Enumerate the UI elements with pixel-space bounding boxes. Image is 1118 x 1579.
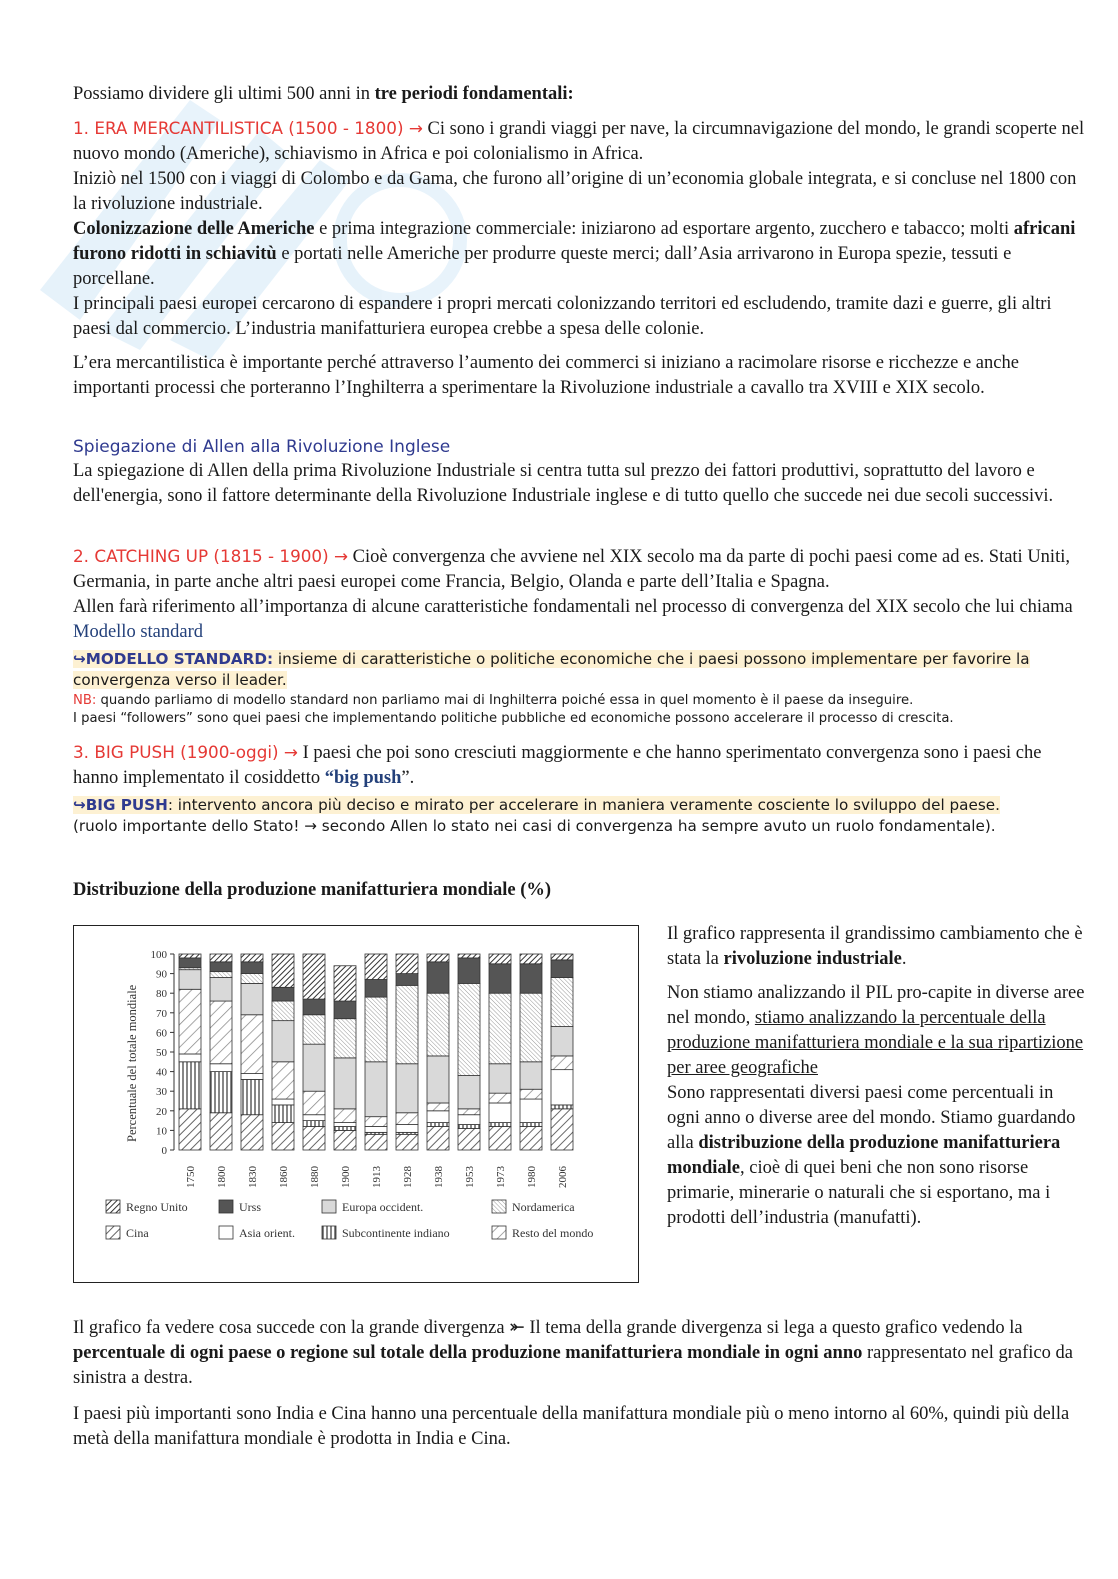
bar-segment — [334, 1019, 356, 1058]
bar-segment — [551, 1070, 573, 1105]
bar-segment — [520, 1123, 542, 1127]
bar-segment — [179, 1054, 201, 1062]
bar-segment — [458, 1125, 480, 1129]
bar-segment — [427, 962, 449, 993]
bar-segment — [489, 1103, 511, 1123]
bar-segment — [241, 1079, 263, 1114]
bar-segment — [303, 1115, 325, 1121]
y-tick-label: 100 — [150, 949, 167, 961]
legend-swatch — [219, 1226, 233, 1239]
bar-segment — [396, 1064, 418, 1113]
bar-segment — [303, 999, 325, 1015]
y-tick-label: 70 — [156, 1007, 167, 1020]
bar-segment — [365, 1134, 387, 1150]
x-tick-label: 1750 — [185, 1166, 197, 1188]
legend-label: Nordamerica — [512, 1200, 575, 1214]
bar-segment — [489, 1093, 511, 1103]
y-tick-label: 50 — [156, 1047, 167, 1059]
bar-segment — [272, 954, 294, 987]
x-tick-label: 1973 — [495, 1166, 507, 1188]
bar-segment — [365, 997, 387, 1062]
bar-segment — [210, 954, 232, 962]
bar-segment — [334, 1130, 356, 1150]
chart-legend — [106, 1200, 593, 1240]
bar-segment — [179, 958, 201, 968]
bar-segment — [365, 1126, 387, 1132]
bar-segment — [396, 1134, 418, 1150]
y-tick-label: 90 — [156, 968, 167, 981]
bar-segment — [489, 1064, 511, 1093]
legend-label: Resto del mondo — [512, 1226, 594, 1240]
bar-segment — [334, 1109, 356, 1123]
x-tick-label: 1800 — [216, 1166, 228, 1188]
bar-segment — [551, 1027, 573, 1056]
bar-segment — [241, 1074, 263, 1080]
x-tick-label: 1980 — [526, 1166, 538, 1188]
x-tick-label: 1860 — [278, 1166, 290, 1188]
bar-segment — [179, 1062, 201, 1109]
legend-label: Asia orient. — [239, 1226, 295, 1240]
section1-title: 1. ERA MERCANTILISTICA (1500 - 1800) → — [73, 118, 423, 138]
chart-frame — [73, 925, 639, 1283]
bar-segment — [365, 1117, 387, 1127]
x-tick-label: 1913 — [371, 1166, 383, 1188]
bar-segment — [551, 1056, 573, 1070]
bar-segment — [334, 1126, 356, 1130]
bar-segment — [551, 954, 573, 960]
bar-segment — [272, 987, 294, 1001]
bar-segment — [210, 962, 232, 972]
bar-segment — [210, 978, 232, 1002]
bar-segment — [272, 1099, 294, 1105]
bar-segment — [179, 970, 201, 990]
legend-label: Subcontinente indiano — [342, 1226, 450, 1240]
bar-segment — [489, 964, 511, 993]
bar-segment — [210, 1072, 232, 1113]
bar-segment — [458, 1115, 480, 1125]
bar-segment — [303, 1015, 325, 1044]
x-tick-label: 1953 — [464, 1166, 476, 1188]
bar-segment — [396, 1113, 418, 1125]
bar-segment — [303, 954, 325, 999]
legend-label: Cina — [126, 1226, 149, 1240]
bar-segment — [241, 1115, 263, 1150]
bar-segment — [210, 1113, 232, 1150]
legend-label: Urss — [239, 1200, 262, 1214]
bar-segment — [458, 958, 480, 983]
bar-segment — [365, 954, 387, 979]
x-tick-label: 1900 — [340, 1166, 352, 1188]
bar-segment — [489, 1126, 511, 1150]
legend-swatch — [219, 1200, 233, 1213]
bar-segment — [427, 1111, 449, 1123]
bar-segment — [489, 993, 511, 1064]
bar-segment — [520, 964, 542, 993]
bar-segment — [489, 954, 511, 964]
bar-segment — [334, 1001, 356, 1019]
bar-segment — [303, 1091, 325, 1115]
figure-title: Distribuzione della produzione manifatturiera mondiale (%) — [73, 880, 552, 900]
bar-segment — [303, 1126, 325, 1150]
bar-segment — [551, 960, 573, 978]
bar-segment — [241, 983, 263, 1014]
legend-swatch — [492, 1200, 506, 1213]
section-era-mercantilistica: 1. ERA MERCANTILISTICA (1500 - 1800) → Ci sono i grandi viaggi per nave, la circumnavigazione del mondo, le grandi scoperte nel nuovo mondo (Americhe), schiavismo in Africa e poi colonialismo in Africa. Iniziò nel 1500 con i viaggi di Colombo e da Gama, che furono all’origine di un’economia globale integrata, e si concluse nel 1800 con la rivoluzione industriale. Colonizzazione delle Americhe e prima integrazione commerciale: iniziarono ad esportare argento, zucchero e tabacco; molti africani furono ridotti in schiavitù e portati nelle Americhe per produrre queste merci; dall’Asia arrivarono in Europa spezie, tessuti e porcellane. I principali paesi europei cercarono di espandere i propri mercati colonizzando territori ed escludendo, tramite dazi e guerre, gli altri paesi dal commercio. L’industria manifatturiera europea crebbe a spesa delle colonie. L’era mercantilistica è importante perché attraverso l’aumento dei commerci si iniziano a racimolare risorse e ricchezze e anche importanti processi che porteranno l’Inghilterra a sperimentare la Rivoluzione industriale a cavallo tra XVIII e XIX secolo. — [73, 118, 1085, 398]
x-tick-label: 1830 — [247, 1166, 259, 1188]
y-tick-label: 40 — [156, 1066, 167, 1079]
bar-segment — [520, 1062, 542, 1089]
bar-segment — [272, 1062, 294, 1099]
bar-segment — [210, 972, 232, 978]
bar-segment — [458, 1128, 480, 1150]
bar-segment — [520, 993, 542, 1062]
bar-segment — [551, 1105, 573, 1109]
bar-segment — [334, 966, 356, 1001]
x-tick-label: 1880 — [309, 1166, 321, 1188]
bar-segment — [551, 1109, 573, 1150]
modello-standard-link[interactable]: Modello standard — [73, 622, 203, 642]
bar-segment — [489, 1123, 511, 1127]
section-big-push: 3. BIG PUSH (1900-oggi) → I paesi che poi sono cresciuti maggiormente e che hanno sperimentato convergenza sono i paesi che hanno implementato il cosiddetto “big push”. ↪BIG PUSH: intervento ancora più deciso e mirato per accelerare in maniera veramente cosciente lo sviluppo del paese. (ruolo importante dello Stato! → secondo Allen lo stato nei casi di convergenza ha sempre avuto un ruolo fondamentale). — [73, 742, 1042, 835]
chart-ylabel: Percentuale del totale mondiale — [125, 984, 139, 1142]
y-tick-label: 20 — [156, 1105, 167, 1118]
bar-segment — [365, 979, 387, 997]
bottom-text: Il grafico fa vedere cosa succede con la grande divergenza ⤜ Il tema della grande divergenza si lega a questo grafico vedendo la percentuale di ogni paese o regione sul totale della produzione manifatturiera mondiale in ogni anno rappresentato nel grafico da sinistra a destra. I paesi più importanti sono India e Cina hanno una percentuale della manifattura mondiale più o meno intorno al 60%, quindi più della metà della manifattura mondiale è prodotta in India e Cina. — [73, 1318, 1073, 1449]
bar-segment — [272, 1001, 294, 1021]
bar-segment — [365, 1062, 387, 1117]
bar-segment — [272, 1021, 294, 1062]
legend-swatch — [492, 1226, 506, 1239]
bar-segment — [272, 1105, 294, 1123]
bar-segment — [427, 1103, 449, 1111]
chart-description: Il grafico rappresenta il grandissimo cambiamento che è stata la rivoluzione industriale. Non stiamo analizzando il PIL pro-capite in diverse aree nel mondo, stiamo analizzando la percentuale della produzione manifatturiera mondiale e la sua ripartizione per aree geografiche Sono rappresentati diversi paesi come percentuali in ogni anno o diverse aree del mondo. Stiamo guardando alla distribuzione della produzione manifatturiera mondiale, cioè di quei beni che non sono risorse primarie, minerarie o naturali che si esportano, ma i prodotti dell’industria (manufatti). — [667, 924, 1085, 1228]
bar-segment — [334, 1058, 356, 1109]
section-catching-up: 2. CATCHING UP (1815 - 1900) → Cioè convergenza che avviene nel XIX secolo ma da parte di pochi paesi come ad es. Stati Uniti, Germania, in parte anche altri paesi europei come Francia, Belgio, Olanda e parte dell’Italia e Spagna. Allen farà riferimento all’importanza di alcune caratteristiche fondamentali nel processo di convergenza del XIX secolo che lui chiama Modello standard ↪MODELLO STANDARD: insieme di caratteristiche o politiche economiche che i paesi possono implementare per favorire la convergenza verso il leader. NB: quando parliamo di modello standard non parliamo mai di Inghilterra poiché essa in quel momento è il paese da inseguire. I paesi “followers” sono quei paesi che implementando politiche pubbliche ed economiche possono accelerare il processo di crescita. — [73, 546, 1073, 726]
bar-segment — [241, 962, 263, 974]
section2-title: 2. CATCHING UP (1815 - 1900) → — [73, 546, 349, 566]
bar-segment — [458, 1109, 480, 1115]
section-allen: Spiegazione di Allen alla Rivoluzione Inglese La spiegazione di Allen della prima Rivoluzione Industriale si centra tutta sul prezzo dei fattori produttivi, soprattutto del lavoro e dell'energia, sono il fattore determinante della Rivoluzione Industriale inglese e di tutto quello che succede nei due secoli successivi. — [73, 435, 1085, 509]
y-tick-label: 30 — [156, 1086, 167, 1099]
legend-swatch — [106, 1200, 120, 1213]
bar-segment — [303, 1044, 325, 1091]
bar-segment — [520, 1099, 542, 1123]
bar-segment — [396, 1125, 418, 1133]
bar-segment — [303, 1121, 325, 1127]
bar-segment — [210, 1064, 232, 1072]
bars — [179, 954, 573, 1150]
bar-segment — [179, 989, 201, 1054]
x-tick-label: 1938 — [433, 1166, 445, 1188]
y-tick-label: 80 — [156, 988, 167, 1001]
bar-segment — [272, 1123, 294, 1150]
stacked-bar-chart — [74, 926, 637, 1281]
bar-segment — [334, 1123, 356, 1127]
y-axis — [151, 949, 175, 1157]
legend-label: Regno Unito — [126, 1200, 188, 1214]
bar-segment — [241, 954, 263, 962]
legend-swatch — [106, 1226, 120, 1239]
bar-segment — [520, 1089, 542, 1099]
x-tick-label: 2006 — [557, 1166, 569, 1188]
x-tick-label: 1928 — [402, 1166, 414, 1188]
y-tick-label: 10 — [156, 1125, 167, 1138]
bar-segment — [179, 1109, 201, 1150]
bar-segment — [427, 993, 449, 1056]
bar-segment — [427, 1056, 449, 1103]
intro-line: Possiamo dividere gli ultimi 500 anni in tre periodi fondamentali: — [73, 84, 574, 104]
x-axis-labels — [185, 1166, 569, 1189]
bar-segment — [241, 974, 263, 984]
allen-heading: Spiegazione di Allen alla Rivoluzione Inglese — [73, 437, 451, 457]
legend-label: Europa occident. — [342, 1200, 424, 1214]
legend-swatch — [322, 1226, 336, 1239]
bar-segment — [520, 954, 542, 964]
bar-segment — [427, 954, 449, 962]
bar-segment — [458, 1076, 480, 1109]
bar-segment — [427, 1123, 449, 1127]
bar-segment — [520, 1126, 542, 1150]
bar-segment — [179, 954, 201, 958]
bar-segment — [551, 978, 573, 1027]
y-tick-label: 60 — [156, 1027, 167, 1040]
bar-segment — [396, 985, 418, 1063]
bar-segment — [427, 1126, 449, 1150]
bar-segment — [396, 974, 418, 986]
bar-segment — [458, 983, 480, 1075]
bar-segment — [458, 954, 480, 958]
legend-swatch — [322, 1200, 336, 1213]
bar-segment — [396, 954, 418, 974]
y-tick-label: 0 — [161, 1145, 167, 1157]
section3-title: 3. BIG PUSH (1900-oggi) → — [73, 742, 298, 762]
bar-segment — [241, 1015, 263, 1074]
bar-segment — [210, 1001, 232, 1064]
